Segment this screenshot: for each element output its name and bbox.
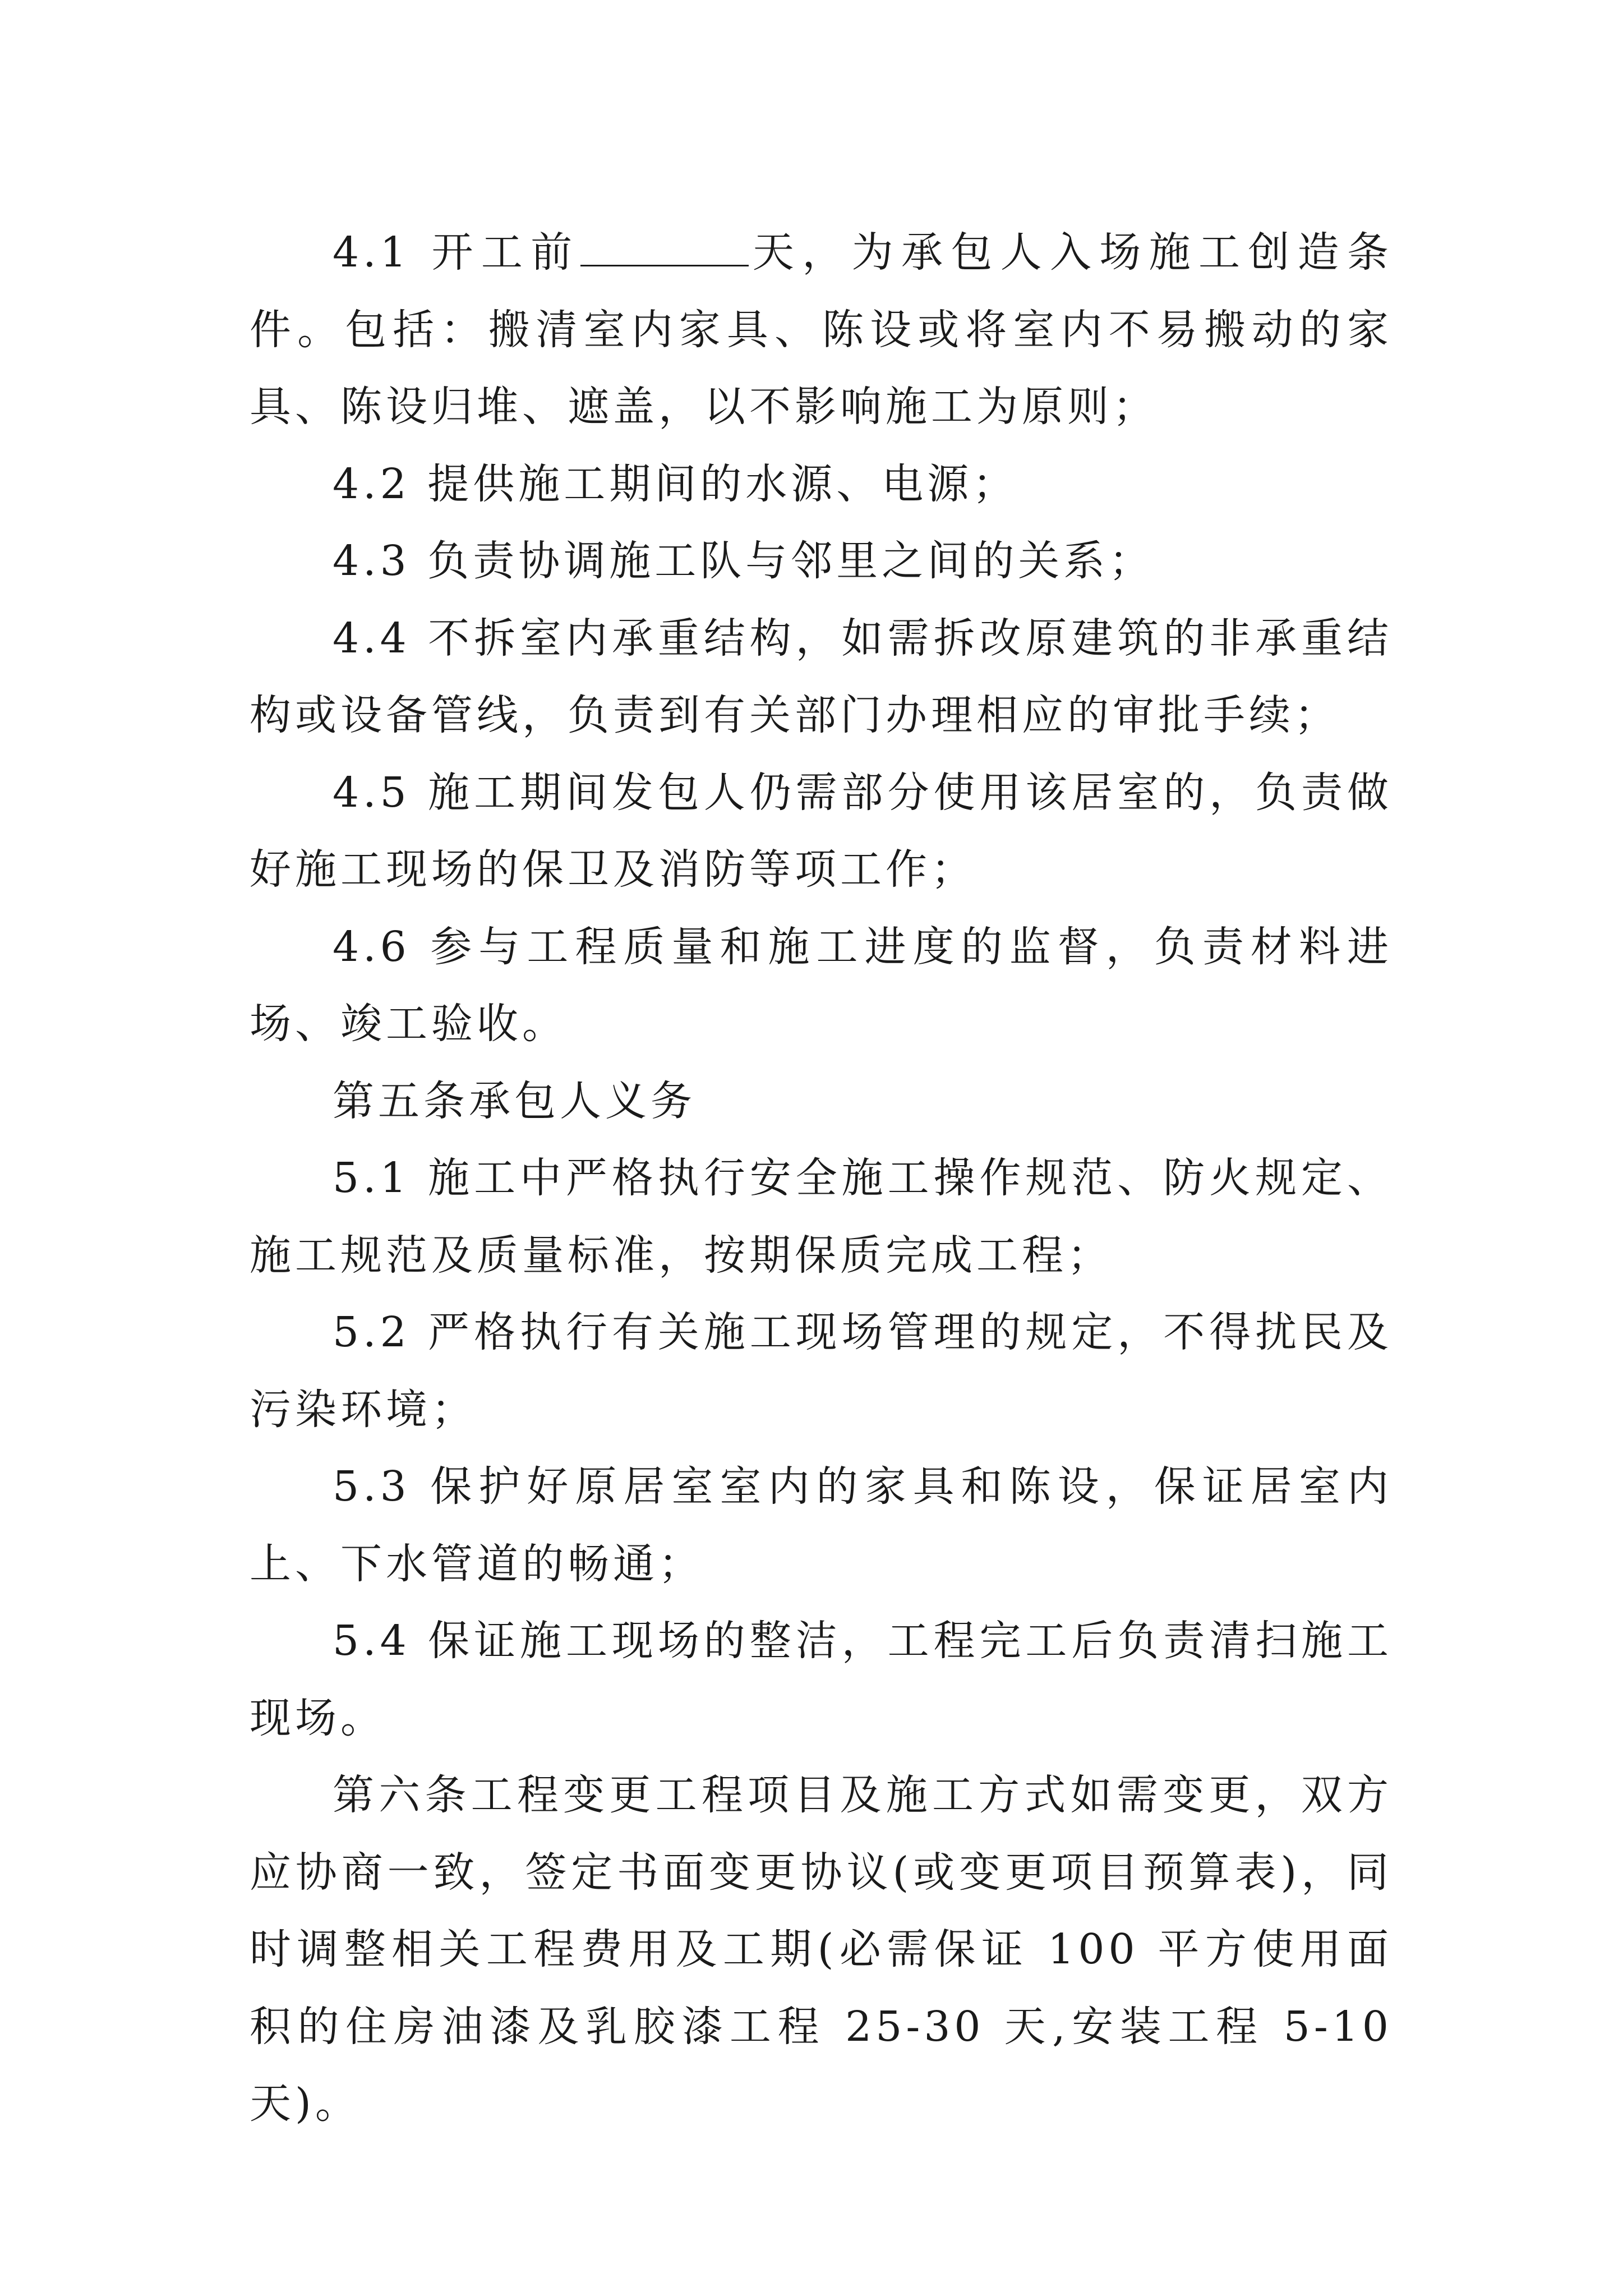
document-body [250,214,1393,2143]
paragraph-4-4: 4.4 不拆室内承重结构，如需拆改原建筑的非承重结构或设备管线，负责到有关部门办理相应的审批手续； [250,614,1393,739]
paragraph-4-1-suffix: 天，为承包人入场施工创造条件。包括：搬清室内家具、陈设或将室内不易搬动的家具、陈设归堆、遮盖，以不影响施工为原则； [250,228,1393,431]
paragraph-5-4: 5.4 保证施工现场的整洁，工程完工后负责清扫施工现场。 [250,1617,1393,1742]
fill-in-blank-days [580,226,749,266]
paragraph-4-5: 4.5 施工期间发包人仍需部分使用该居室的，负责做好施工现场的保卫及消防等项工作； [250,768,1393,894]
paragraph-4-1 [250,214,1393,446]
paragraph-4-6: 4.6 参与工程质量和施工进度的监督，负责材料进场、竣工验收。 [250,922,1393,1048]
article-5-heading: 第五条承包人义务 [333,1076,696,1125]
paragraph-5-3: 5.3 保护好原居室室内的家具和陈设，保证居室内上、下水管道的畅通； [250,1462,1393,1588]
article-6-paragraph: 第六条工程变更工程项目及施工方式如需变更，双方应协商一致，签定书面变更协议(或变更项目预算表)，同时调整相关工程费用及工期(必需保证 100 平方使用面积的住房油漆及乳胶漆工程 25-30 天,安装工程 5-10 天)。 [250,1771,1393,2128]
paragraph-4-2: 4.2 提供施工期间的水源、电源； [333,459,1018,508]
paragraph-4-3: 4.3 负责协调施工队与邻里之间的关系； [333,537,1155,585]
paragraph-4-1-prefix: 4.1 开工前 [333,228,580,277]
paragraph-5-1: 5.1 施工中严格执行安全施工操作规范、防火规定、施工规范及质量标准，按期保质完成工程； [250,1154,1393,1280]
paragraph-5-2: 5.2 严格执行有关施工现场管理的规定，不得扰民及污染环境； [250,1308,1393,1434]
